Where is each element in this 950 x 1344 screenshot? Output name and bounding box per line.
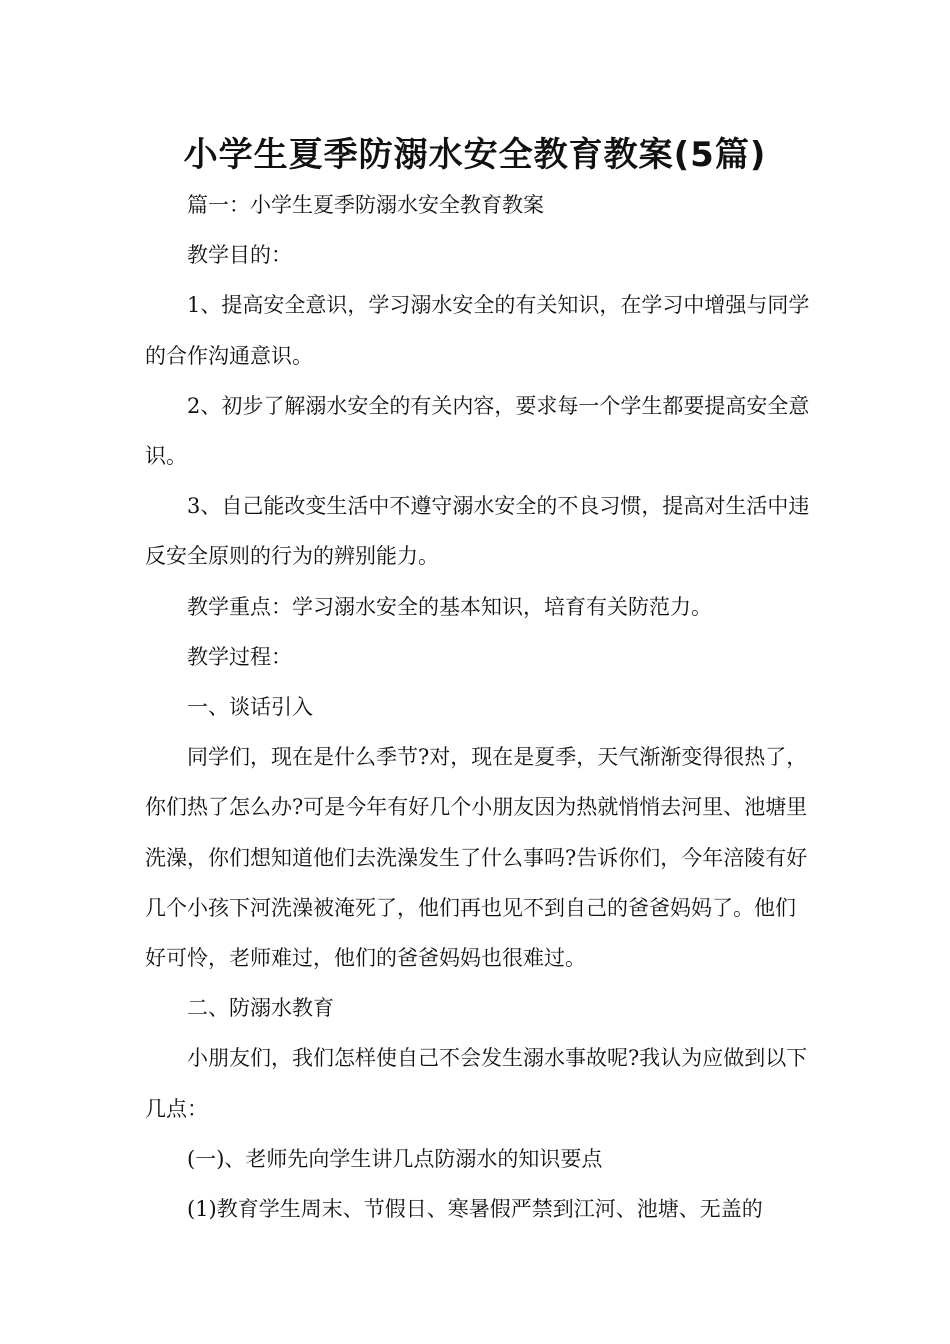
section-heading-part-one: 篇一：小学生夏季防溺水安全教育教案 <box>187 193 544 217</box>
knowledge-item-1: (1)教育学生周末、节假日、寒暑假严禁到江河、池塘、无盖的 <box>187 1197 763 1222</box>
section-intro-heading: 一、谈话引入 <box>187 695 313 720</box>
objective-item-2: 2、初步了解溺水安全的有关内容，要求每一个学生都要提高安全意识。 <box>145 393 810 469</box>
teaching-process-label: 教学过程： <box>187 644 292 669</box>
intro-paragraph: 同学们，现在是什么季节?对，现在是夏季，天气渐渐变得很热了，你们热了怎么办?可是今年有好几个小朋友因为热就悄悄去河里、池塘里洗澡，你们想知道他们去洗澡发生了什么事吗?告诉你们，今年涪陵有好几个小孩下河洗澡被淹死了，他们再也见不到自己的爸爸妈妈了。他们好可怜，老师难过，他们的爸爸妈妈也很难过。 <box>145 745 808 971</box>
objective-item-3: 3、自己能改变生活中不遵守溺水安全的不良习惯，提高对生活中违反安全原则的行为的辨别能力。 <box>145 494 810 569</box>
document-body <box>145 180 815 1234</box>
subsection-knowledge-heading: (一)、老师先向学生讲几点防溺水的知识要点 <box>187 1146 603 1171</box>
education-paragraph: 小朋友们，我们怎样使自己不会发生溺水事故呢?我认为应做到以下几点： <box>145 1046 808 1121</box>
document-title: 小学生夏季防溺水安全教育教案(5篇) <box>183 135 767 175</box>
teaching-focus: 教学重点：学习溺水安全的基本知识，培育有关防范力。 <box>187 594 712 619</box>
objective-item-1: 1、提高安全意识，学习溺水安全的有关知识，在学习中增强与同学的合作沟通意识。 <box>145 293 810 368</box>
section-education-heading: 二、防溺水教育 <box>187 996 334 1021</box>
objectives-label: 教学目的： <box>187 243 292 268</box>
